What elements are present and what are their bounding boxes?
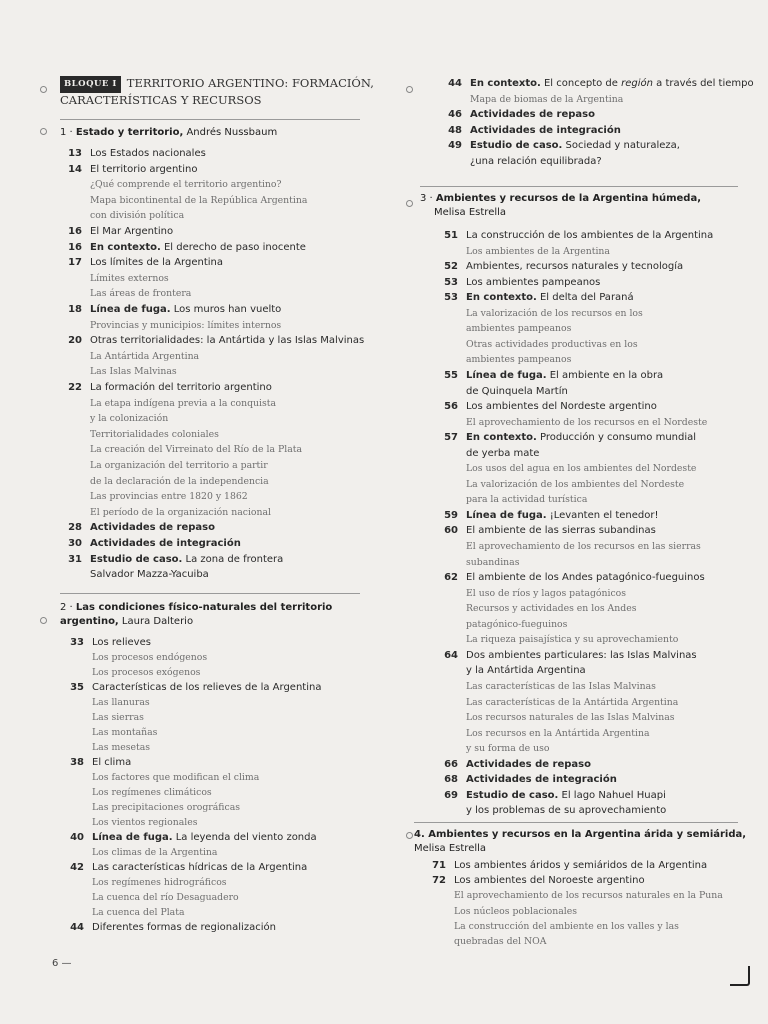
toc-subentry: Recursos y actividades en los Andes (466, 603, 637, 615)
toc-subentry: La Antártida Argentina (90, 350, 200, 362)
toc-page-number: 53 (444, 292, 458, 304)
toc-page-number: 16 (68, 226, 82, 237)
toc-entry (62, 830, 378, 845)
toc-page-number: 66 (444, 758, 458, 770)
toc-entry-title (90, 520, 215, 535)
toc-italic-term: región (621, 78, 653, 89)
toc-subentry: Los usos del agua en los ambientes del Nordeste (466, 463, 697, 475)
toc-subentry: Los factores que modifican el clima (92, 772, 260, 783)
toc-subentry: Límites externos (90, 272, 169, 284)
toc-section-label: Línea de fuga. (466, 369, 547, 381)
toc-page-number: 51 (444, 230, 458, 241)
margin-mark (406, 86, 413, 93)
toc-section-label: Línea de fuga. (92, 832, 173, 843)
toc-entry-title: El ambiente de los Andes patagónico-fueguinos (466, 572, 705, 584)
toc-subentry: La etapa indígena previa a la conquista (90, 397, 277, 409)
toc-entry (436, 508, 748, 524)
toc-subentry: Las Islas Malvinas (90, 366, 177, 378)
divider (60, 119, 360, 120)
toc-subentry: Los regímenes climáticos (92, 787, 212, 798)
toc-page-number: 20 (68, 335, 82, 347)
toc-subentry: Las áreas de frontera (90, 288, 192, 300)
toc-subentry: de la declaración de la independencia (90, 475, 269, 487)
toc-entry (62, 755, 378, 770)
toc-subentry: patagónico-fueguinos (466, 618, 568, 630)
toc-entry (436, 430, 748, 446)
toc-subentry: Las montañas (92, 727, 158, 738)
toc-subentry: El uso de ríos y lagos patagónicos (466, 587, 627, 599)
toc-page-number: 22 (68, 382, 82, 393)
toc-subentry: La valorización de los recursos en los (466, 307, 643, 319)
toc-page-number: 18 (68, 304, 82, 315)
toc-entry-continuation: de yerba mate (466, 447, 540, 459)
toc-subentry: Mapa bicontinental de la República Argentina (90, 194, 308, 206)
margin-mark (40, 617, 47, 624)
toc-entry (60, 255, 378, 271)
chapter-author: Melisa Estrella (434, 207, 507, 218)
toc-entry (60, 224, 378, 240)
toc-subentry: Las mesetas (92, 742, 151, 753)
chapter-author: Laura Dalterio (118, 616, 194, 627)
toc-entry (60, 552, 378, 568)
toc-page-number: 16 (68, 241, 82, 253)
toc-subentry: La construcción del ambiente en los valles y las (454, 920, 679, 932)
toc-subentry: Las características de las Islas Malvinas (466, 680, 656, 692)
toc-entry-title: Los ambientes pampeanos (466, 276, 601, 288)
toc-entry (62, 920, 378, 935)
toc-entry-title: Línea de fuga. ¡Levanten el tenedor! (466, 509, 659, 521)
toc-entry-title: En contexto. Producción y consumo mundial (466, 432, 697, 444)
toc-page-number: 17 (68, 257, 82, 269)
toc-subentry: La riqueza paisajística y su aprovechamiento (466, 634, 679, 646)
toc-subentry: Provincias y municipios: límites internos (90, 319, 282, 331)
toc-entry-title: Los ambientes del Noroeste argentino (454, 875, 645, 887)
toc-page-number: 59 (444, 509, 458, 521)
toc-entry (436, 290, 748, 306)
toc-entry-title: Estudio de caso. El lago Nahuel Huapi (466, 789, 666, 801)
toc-page-number: 46 (448, 109, 462, 121)
page-corner-mark (730, 966, 750, 986)
toc-page-number: 72 (432, 875, 446, 887)
toc-page-number: 49 (448, 140, 462, 152)
chapter-title: Ambientes y recursos de la Argentina húmeda, (435, 193, 702, 204)
toc-page-number: 42 (70, 862, 84, 873)
toc-page-number: 38 (70, 757, 84, 768)
block-title-line1: TERRITORIO ARGENTINO: FORMACIÓN, (126, 76, 374, 90)
chapter-title-cont: argentino, (60, 616, 119, 627)
toc-page-number: 48 (448, 124, 462, 136)
toc-subentry: ambientes pampeanos (466, 354, 572, 366)
toc-entry-title: Los ambientes áridos y semiáridos de la Argentina (454, 860, 708, 871)
toc-subentry: El aprovechamiento de los recursos en las sierras (466, 541, 701, 552)
page-number: 6 — (52, 958, 72, 969)
toc-subentry: Otras actividades productivas en los (466, 338, 638, 350)
toc-entry (436, 788, 748, 804)
toc-page-number: 13 (68, 148, 82, 159)
toc-entry (436, 570, 748, 586)
toc-page-number: 55 (444, 369, 458, 381)
toc-entry-title: En contexto. El delta del Paraná (466, 292, 634, 304)
divider (60, 593, 360, 594)
toc-subentry: quebradas del NOA (454, 936, 547, 947)
toc-entry-title: Diferentes formas de regionalización (92, 922, 276, 933)
toc-subentry: El aprovechamiento de los recursos en el Nordeste (466, 416, 708, 428)
toc-page-number: 44 (448, 78, 462, 89)
toc-subentry: para la actividad turística (466, 494, 588, 506)
toc-entry (60, 240, 378, 256)
toc-entry-title: El ambiente de las sierras subandinas (466, 525, 656, 537)
toc-entry (62, 860, 378, 875)
toc-subentry: La cuenca del río Desaguadero (92, 892, 239, 903)
chapter-number: 3 · (420, 193, 436, 204)
chapter-3-heading (420, 192, 701, 220)
toc-subentry: Las llanuras (92, 697, 150, 708)
divider (420, 186, 738, 187)
toc-subentry: y la colonización (90, 413, 169, 425)
toc-page-number: 53 (444, 276, 458, 288)
toc-page-number: 62 (444, 572, 458, 584)
chapter-number: 1 · (60, 127, 76, 138)
toc-subentry: Los ambientes de la Argentina (466, 245, 610, 257)
toc-entry-title (466, 772, 617, 787)
toc-subentry: Territorialidades coloniales (90, 428, 219, 440)
toc-page-number: 68 (444, 774, 458, 786)
chapter-number: 4. (414, 829, 429, 840)
toc-entry (60, 302, 378, 318)
toc-subentry: La organización del territorio a partir (90, 460, 268, 471)
toc-entry (424, 873, 744, 888)
toc-section-label: Estudio de caso. (466, 789, 559, 801)
toc-page-number: 60 (444, 525, 458, 537)
toc-entry-title (466, 757, 591, 772)
toc-entry (424, 858, 744, 873)
toc-entry-title (90, 536, 241, 551)
toc-page-number: 30 (68, 538, 82, 549)
toc-entry-title: Los relieves (92, 637, 151, 648)
toc-entry-title: Estudio de caso. Sociedad y naturaleza, (470, 140, 680, 152)
toc-section-label: Actividades de integración (90, 538, 241, 549)
chapter-2-heading (60, 601, 332, 629)
toc-entry (436, 648, 748, 664)
toc-subentry: con división política (90, 210, 185, 222)
toc-subentry: Las características de la Antártida Argentina (466, 696, 679, 708)
toc-section-label: En contexto. (466, 292, 537, 304)
toc-subentry: Las precipitaciones orográficas (92, 802, 241, 813)
toc-entry-continuation: y la Antártida Argentina (466, 665, 586, 677)
block-badge: BLOQUE I (60, 76, 121, 93)
toc-entry-title: La formación del territorio argentino (90, 382, 272, 393)
toc-section-label: Actividades de repaso (470, 109, 595, 121)
chapter-author: Melisa Estrella (414, 843, 487, 854)
toc-section-label: Actividades de repaso (466, 758, 591, 770)
chapter-author: Andrés Nussbaum (183, 127, 278, 138)
toc-entry-title: El territorio argentino (90, 163, 198, 175)
toc-subentry: Los procesos exógenos (92, 667, 201, 678)
toc-entry (60, 162, 378, 178)
toc-entry (60, 536, 378, 552)
toc-section-label: En contexto. (90, 241, 161, 253)
block-heading (60, 76, 378, 108)
toc-entry-title: Otras territorialidades: la Antártida y las Islas Malvinas (90, 335, 365, 347)
toc-entry (436, 772, 748, 788)
toc-subentry: Los regímenes hidrográficos (92, 877, 227, 888)
toc-entry (436, 368, 748, 384)
toc-subentry: ¿Qué comprende el territorio argentino? (90, 179, 282, 191)
toc-subentry: Los procesos endógenos (92, 652, 208, 663)
toc-page-number: 35 (70, 682, 84, 693)
toc-entry (62, 635, 378, 650)
toc-entry-continuation: ¿una relación equilibrada? (470, 156, 602, 167)
toc-entry-title: El Mar Argentino (90, 226, 174, 237)
chapter-number: 2 · (60, 602, 76, 613)
toc-entry-title: La construcción de los ambientes de la Argentina (466, 230, 714, 241)
toc-entry (436, 757, 748, 773)
toc-entry-continuation: Salvador Mazza-Yacuiba (90, 569, 209, 581)
toc-entry (60, 520, 378, 536)
toc-page-number: 57 (444, 432, 458, 444)
chapter-1-heading (60, 126, 277, 140)
toc-subentry: El período de la organización nacional (90, 506, 272, 518)
toc-page-number: 69 (444, 789, 458, 801)
toc-subentry: El aprovechamiento de los recursos naturales en la Puna (454, 890, 723, 902)
toc-entry (60, 380, 378, 396)
margin-mark (40, 86, 47, 93)
toc-entry (436, 523, 748, 539)
toc-section-label: Actividades de integración (470, 124, 621, 136)
toc-subentry: Las provincias entre 1820 y 1862 (90, 491, 248, 503)
toc-entry-continuation: de Quinquela Martín (466, 385, 568, 397)
toc-entry-title: Los Estados nacionales (90, 148, 206, 159)
toc-entry-title: Los límites de la Argentina (90, 257, 223, 269)
toc-subentry: La creación del Virreinato del Río de la Plata (90, 444, 303, 456)
toc-page-number: 33 (70, 637, 84, 648)
toc-section-label: Actividades de repaso (90, 522, 215, 534)
toc-section-label: En contexto. (466, 432, 537, 444)
toc-section-label: Línea de fuga. (466, 509, 547, 521)
toc-entry-title: El clima (92, 757, 132, 768)
block-title-line2: CARACTERÍSTICAS Y RECURSOS (60, 93, 262, 107)
toc-entry-title: Línea de fuga. La leyenda del viento zonda (92, 832, 317, 843)
toc-entry-title: Las características hídricas de la Argentina (92, 862, 308, 873)
toc-section-label: Línea de fuga. (90, 304, 171, 315)
toc-entry-title: Dos ambientes particulares: las Islas Malvinas (466, 649, 697, 661)
toc-subentry: y su forma de uso (466, 743, 550, 755)
toc-entry-title: Los ambientes del Nordeste argentino (466, 401, 657, 413)
toc-entry-title: En contexto. El derecho de paso inocente (90, 241, 306, 253)
margin-mark (40, 128, 47, 135)
toc-entry (440, 138, 750, 154)
toc-entry (436, 259, 748, 275)
chapter-title: Ambientes y recursos en la Argentina árida y semiárida, (428, 829, 747, 840)
toc-entry-title: Línea de fuga. Los muros han vuelto (90, 304, 282, 315)
toc-entry-continuation: y los problemas de su aprovechamiento (466, 805, 667, 817)
chapter-4-heading (414, 828, 746, 856)
toc-page-number: 14 (68, 163, 82, 175)
toc-subentry: Los vientos regionales (92, 817, 198, 828)
toc-entry-title: Características de los relieves de la Argentina (92, 682, 322, 693)
toc-entry-title: Ambientes, recursos naturales y tecnología (466, 261, 684, 273)
toc-entry (62, 680, 378, 695)
toc-subentry: ambientes pampeanos (466, 323, 572, 335)
toc-subentry: subandinas (466, 556, 520, 568)
toc-section-label: Estudio de caso. (470, 140, 563, 152)
divider (414, 822, 738, 823)
toc-entry (60, 333, 378, 349)
toc-page-number: 52 (444, 261, 458, 273)
toc-entry-title (470, 107, 595, 122)
toc-page-number: 28 (68, 522, 82, 534)
toc-page-number: 56 (444, 401, 458, 413)
chapter-title: Estado y territorio, (75, 127, 184, 138)
toc-entry (436, 275, 748, 291)
toc-entry-title: Estudio de caso. La zona de frontera (90, 553, 284, 565)
toc-entry-title (470, 123, 621, 138)
toc-page-number: 31 (68, 553, 82, 565)
toc-subentry: Los recursos en la Antártida Argentina (466, 727, 650, 739)
toc-entry-title: Línea de fuga. El ambiente en la obra (466, 369, 664, 381)
toc-subentry: La valorización de los ambientes del Nordeste (466, 478, 685, 490)
margin-mark (406, 832, 413, 839)
toc-section-label: Estudio de caso. (90, 553, 183, 565)
toc-page-number: 44 (70, 922, 84, 933)
chapter-title: Las condiciones físico-naturales del territorio (75, 602, 333, 613)
toc-entry (60, 146, 378, 162)
toc-subentry: Los climas de la Argentina (92, 847, 218, 858)
toc-page-number: 64 (444, 649, 458, 661)
toc-entry (440, 107, 750, 123)
toc-subentry: Los recursos naturales de las Islas Malvinas (466, 712, 675, 724)
toc-subentry: La cuenca del Plata (92, 907, 185, 918)
toc-entry (436, 228, 748, 244)
toc-entry-title: En contexto. El concepto de región a través del tiempo (470, 78, 754, 89)
toc-page-number: 71 (432, 860, 446, 871)
toc-entry (440, 76, 754, 92)
toc-subentry: Mapa de biomas de la Argentina (470, 93, 624, 105)
toc-entry (440, 123, 750, 139)
toc-subentry: Los núcleos poblacionales (454, 905, 578, 917)
toc-page-number: 40 (70, 832, 84, 843)
toc-subentry: Las sierras (92, 712, 144, 723)
margin-mark (406, 200, 413, 207)
toc-section-label: Actividades de integración (466, 774, 617, 786)
toc-section-label: En contexto. (470, 78, 541, 89)
toc-entry (436, 399, 748, 415)
